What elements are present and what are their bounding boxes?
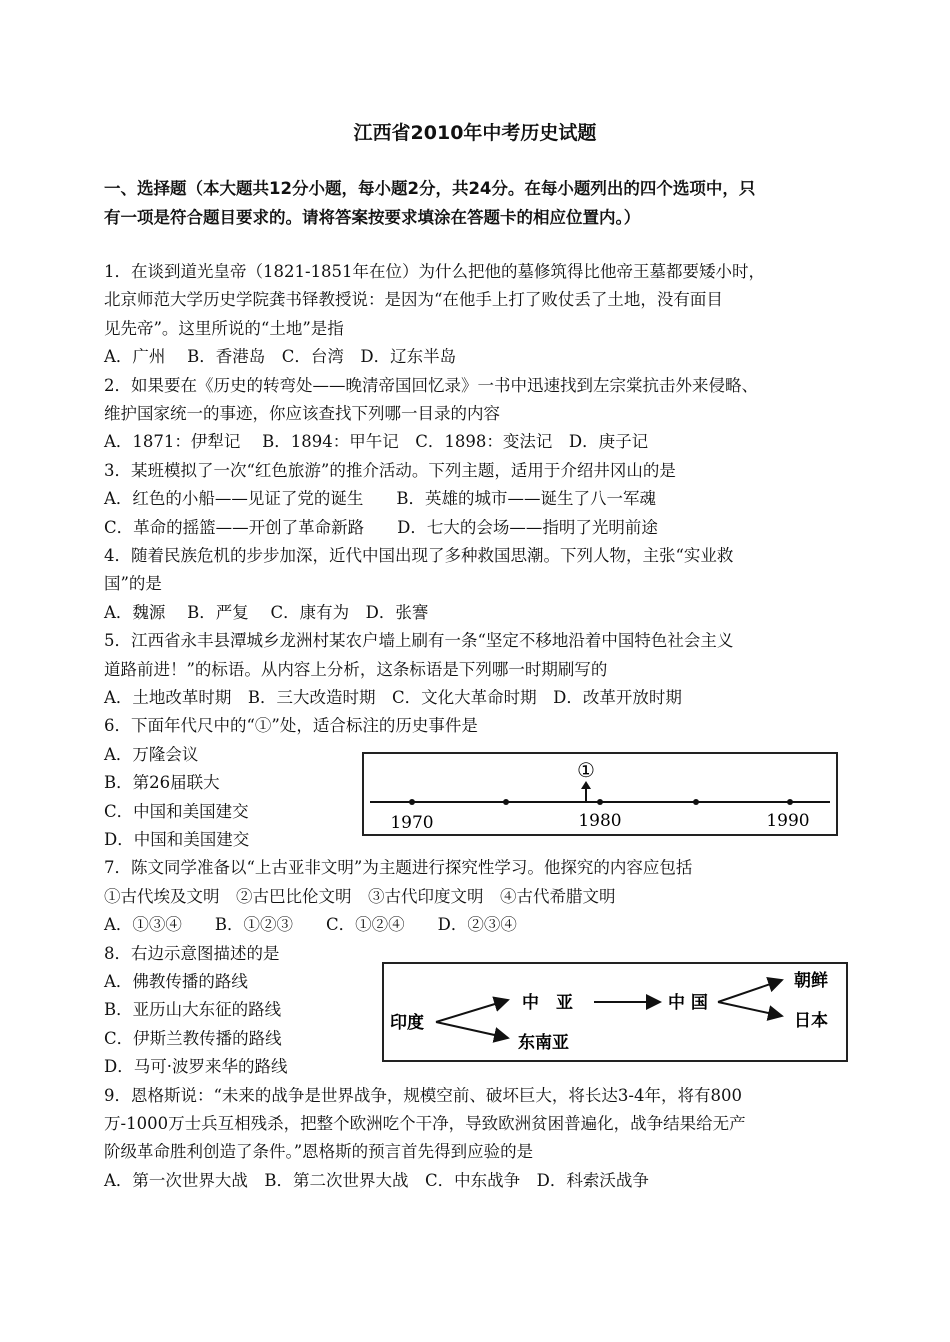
text-line: 国”的是: [104, 574, 162, 594]
text-line: 8．右边示意图描述的是: [104, 943, 280, 963]
text-line: A．佛教传播的路线: [104, 972, 248, 991]
marker-arrow-head: [581, 781, 591, 789]
timeline-svg: [364, 754, 836, 834]
route-arrow: [436, 1022, 508, 1038]
tick-dot: [503, 799, 509, 805]
text-line: A．红色的小船——见证了党的诞生 B．英雄的城市——诞生了八一军魂: [104, 489, 657, 509]
route-diagram-figure: [382, 962, 848, 1062]
text-line: 阶级革命胜利创造了条件。”恩格斯的预言首先得到应验的是: [104, 1142, 534, 1162]
route-arrow: [718, 980, 782, 1002]
route-central-asia: 中 亚: [522, 993, 573, 1013]
text-line: A．1871：伊犁记 B．1894：甲午记 C．1898：变法记 D．庚子记: [104, 432, 649, 452]
route-origin: 印度: [390, 1013, 424, 1033]
text-line: A．万隆会议: [104, 744, 199, 764]
text-line: ①古代埃及文明 ②古巴比伦文明 ③古代印度文明 ④古代希腊文明: [104, 886, 616, 906]
text-line: C．革命的摇篮——开创了革命新路 D．七大的会场——指明了光明前途: [104, 517, 658, 537]
text-line: 9．恩格斯说：“未来的战争是世界战争，规模空前、破坏巨大，将长达3-4年，将有800: [104, 1085, 742, 1105]
text-line: D．马可·波罗来华的路线: [104, 1057, 288, 1077]
text-line: 1．在谈到道光皇帝（1821-1851年在位）为什么把他的墓修筑得比他帝王墓都要矮小时，: [104, 262, 766, 281]
text-line: A．土地改革时期 B．三大改造时期 C．文化大革命时期 D．改革开放时期: [104, 688, 682, 707]
text-line: 北京师范大学历史学院龚书铎教授说：是因为“在他手上打了败仗丢了土地，没有面目: [104, 290, 723, 310]
tick-dot: [787, 799, 793, 805]
text-line: 道路前进！”的标语。从内容上分析，这条标语是下列哪一时期刷写的: [104, 659, 608, 679]
text-line: B．亚历山大东征的路线: [104, 1000, 282, 1020]
route-korea: 朝鲜: [794, 971, 828, 991]
route-diagram-svg: [384, 964, 846, 1060]
text-line: C．中国和美国建交: [104, 801, 249, 821]
tick-dot: [597, 799, 603, 805]
text-line: A．广州 B．香港岛 C．台湾 D．辽东半岛: [104, 347, 457, 367]
route-southeast-asia: 东南亚: [518, 1033, 569, 1053]
text-line: 5．江西省永丰县潭城乡龙洲村某农户墙上刷有一条“坚定不移地沿着中国特色社会主义: [104, 631, 734, 651]
text-line: 4．随着民族危机的步步加深，近代中国出现了多种救国思潮。下列人物，主张“实业救: [104, 546, 734, 565]
text-line: A．①③④ B．①②③ C．①②④ D．②③④: [104, 915, 517, 935]
text-line: A．第一次世界大战 B．第二次世界大战 C．中东战争 D．科索沃战争: [104, 1170, 649, 1190]
text-line: A．魏源 B．严复 C．康有为 D．张謇: [104, 602, 429, 622]
section-heading-line-1: 一、选择题（本大题共12分小题，每小题2分，共24分。在每小题列出的四个选项中，只: [104, 179, 756, 198]
timeline-label-1970: 1970: [390, 813, 434, 833]
section-heading: [104, 174, 854, 232]
timeline-label-1980: 1980: [578, 811, 622, 831]
tick-dot: [693, 799, 699, 805]
text-line: B．第26届联大: [104, 773, 220, 793]
page-title: 江西省2010年中考历史试题: [353, 122, 597, 144]
timeline-label-1990: 1990: [766, 811, 810, 831]
text-line: 2．如果要在《历史的转弯处——晚清帝国回忆录》一书中迅速找到左宗棠抗击外来侵略、: [104, 375, 758, 395]
route-arrow: [436, 1000, 508, 1022]
timeline-figure: [362, 752, 838, 836]
text-line: 见先帝”。这里所说的“土地”是指: [104, 318, 344, 338]
section-heading-line-2: 有一项是符合题目要求的。请将答案按要求填涂在答题卡的相应位置内。）: [104, 208, 641, 227]
route-arrow: [718, 1002, 782, 1016]
text-line: D．中国和美国建交: [104, 830, 250, 849]
text-line: 7．陈文同学准备以“上古亚非文明”为主题进行探究性学习。他探究的内容应包括: [104, 858, 693, 878]
text-line: 6．下面年代尺中的“①”处，适合标注的历史事件是: [104, 716, 478, 736]
text-line: 万-1000万士兵互相残杀，把整个欧洲吃个干净，导致欧洲贫困普遍化，战争结果给无产: [104, 1114, 746, 1133]
text-line: 维护国家统一的事迹，你应该查找下列哪一目录的内容: [104, 404, 500, 423]
tick-dot: [409, 799, 415, 805]
text-line: C．伊斯兰教传播的路线: [104, 1028, 282, 1048]
route-japan: 日本: [794, 1011, 828, 1031]
route-china: 中 国: [668, 993, 708, 1013]
text-line: 3．某班模拟了一次“红色旅游”的推介活动。下列主题，适用于介绍井冈山的是: [104, 460, 676, 480]
timeline-marker: ①: [577, 758, 595, 782]
